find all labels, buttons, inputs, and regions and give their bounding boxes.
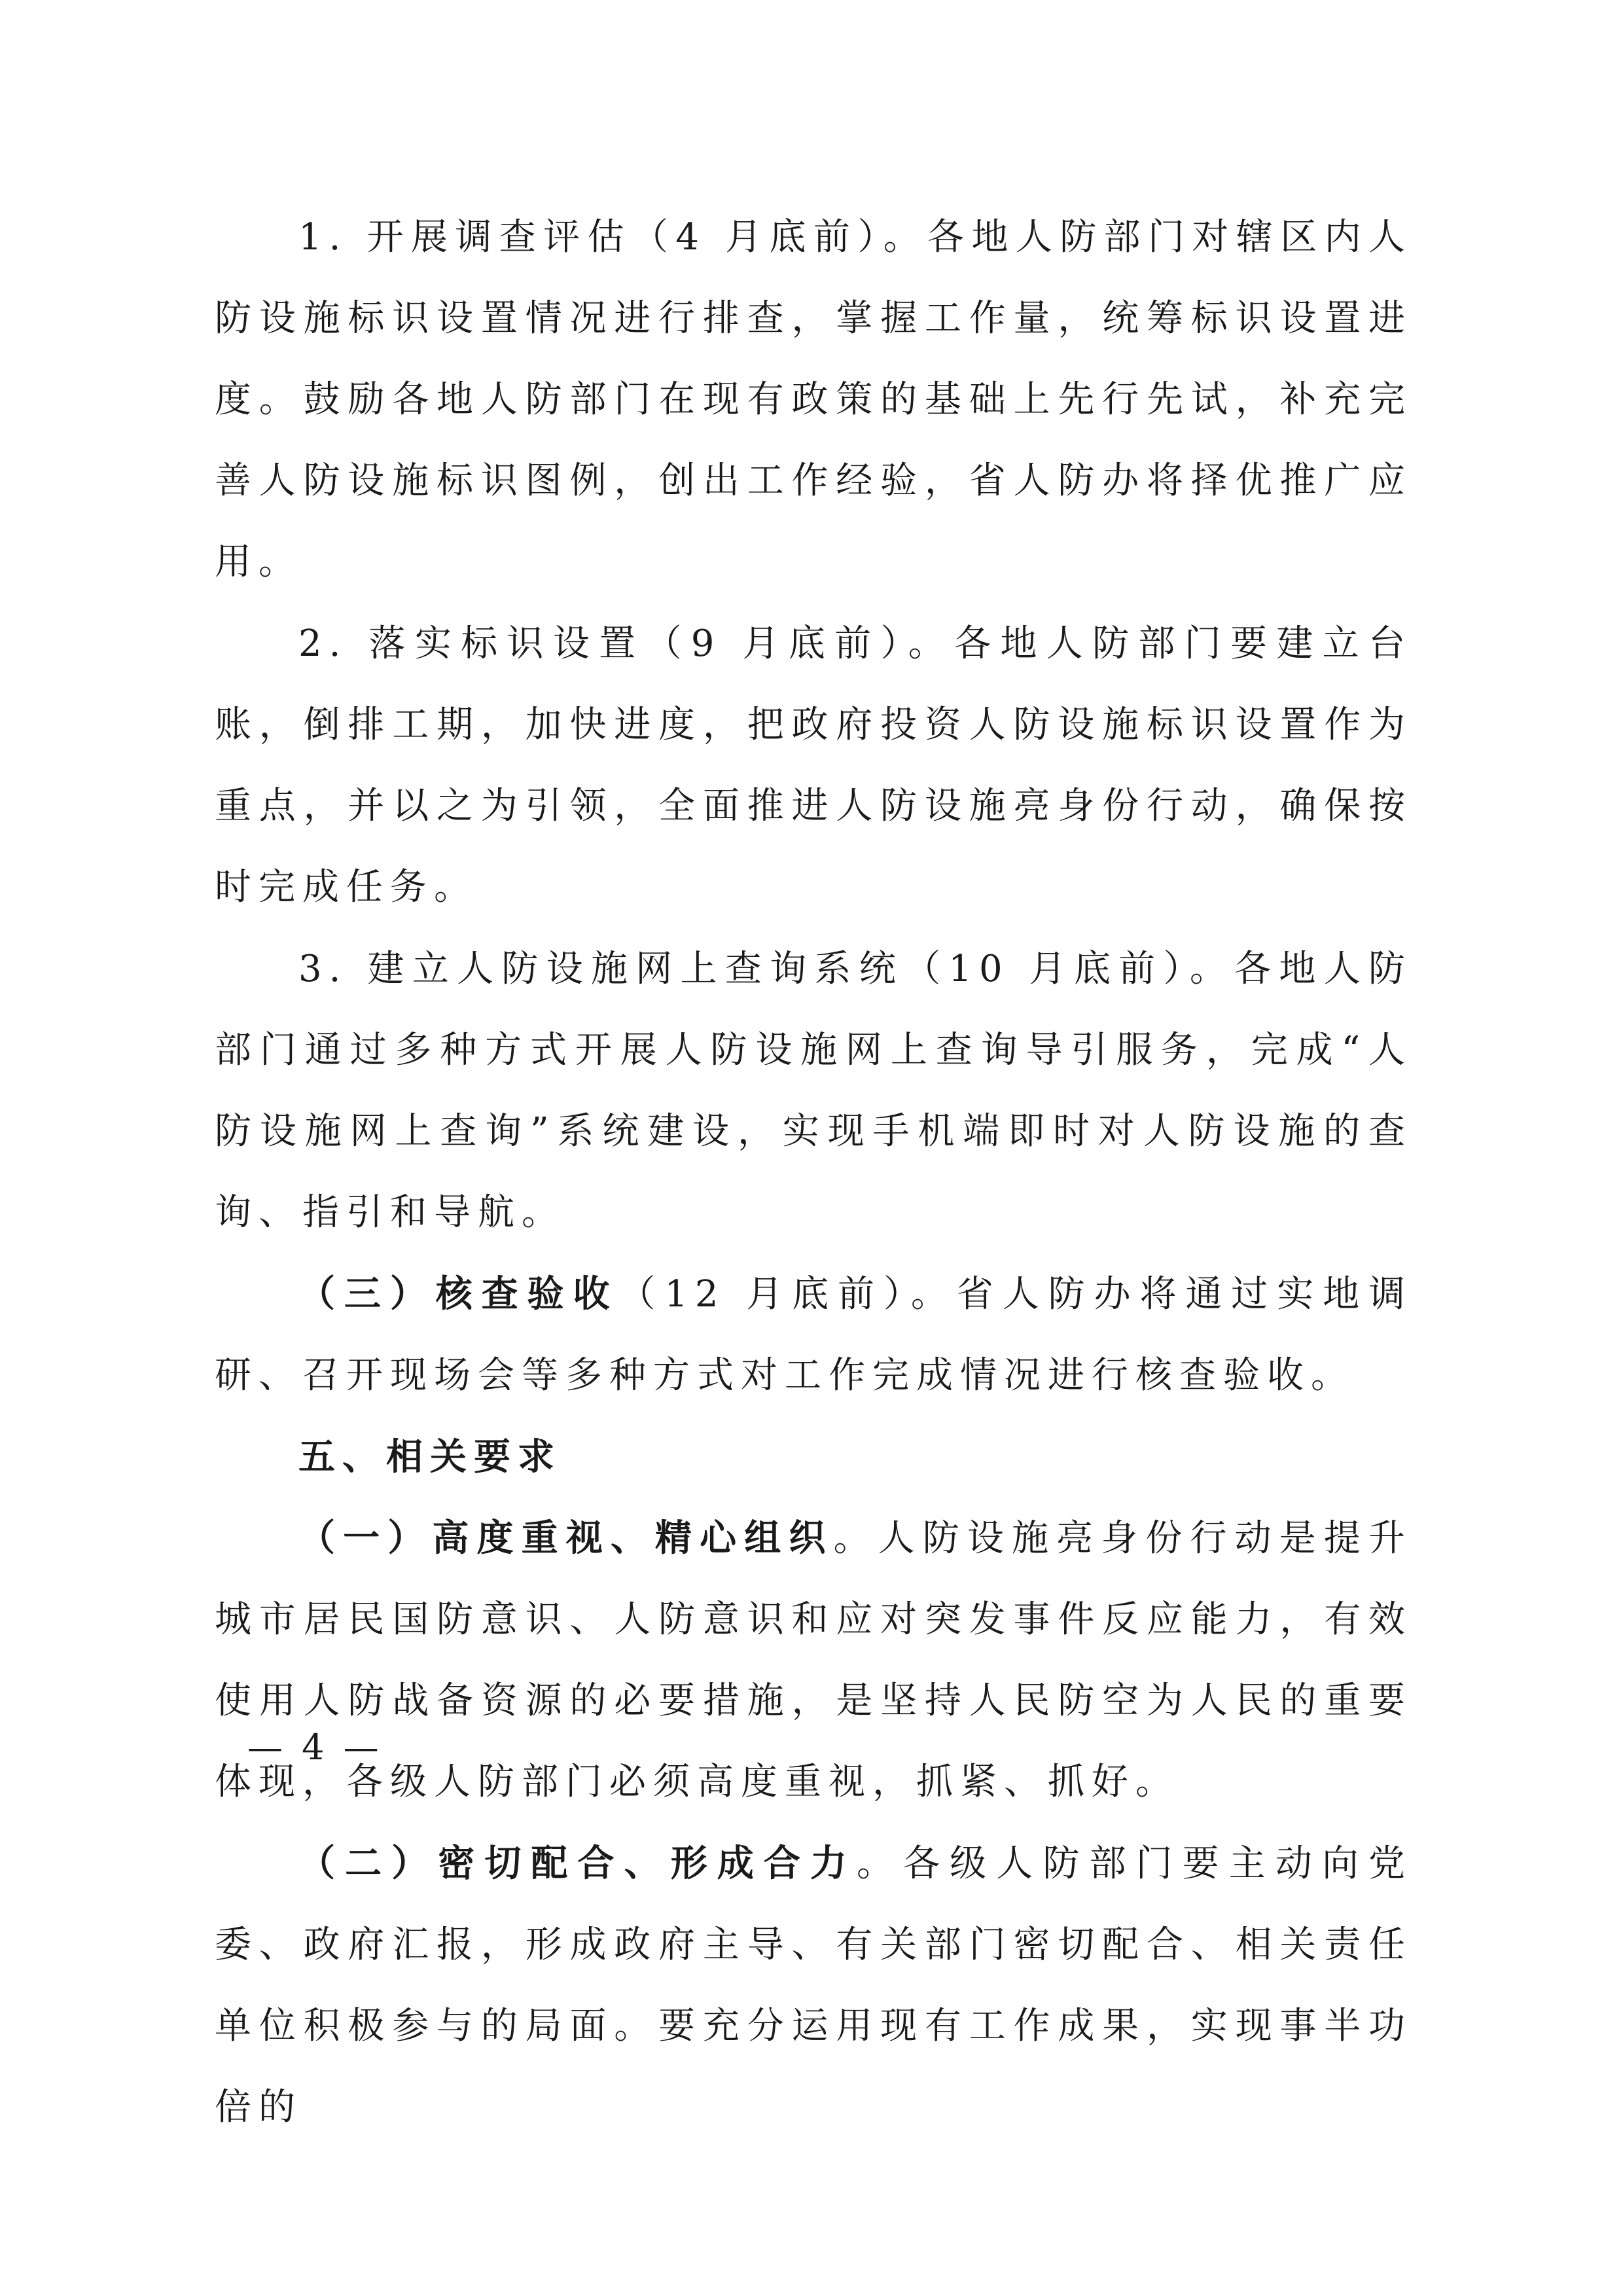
paragraph-sign-installation xyxy=(215,603,1412,928)
paragraph-text: 1. 开展调查评估（4 月底前）。各地人防部门对辖区内人防设施标识设置情况进行排查，掌握工作量，统筹标识设置进度。鼓励各地人防部门在现有政策的基础上先行先试，补充完善人防设施标识图例，创出工作经验，省人防办将择优推广应用。 xyxy=(215,216,1412,583)
paragraph-lead: （二）密切配合、形成合力 xyxy=(298,1842,857,1885)
paragraph-text: 2. 落实标识设置（9 月底前）。各地人防部门要建立台账，倒排工期，加快进度，把政府投资人防设施标识设置作为重点，并以之为引领，全面推进人防设施亮身份行动，确保按时完成任务。 xyxy=(215,622,1412,908)
paragraph-text: 。人防设施亮身份行动是提升城市居民国防意识、人防意识和应对突发事件反应能力，有效使用人防战备资源的必要措施，是坚持人民防空为人民的重要体现，各级人防部门必须高度重视，抓紧、抓好。 xyxy=(215,1517,1412,1803)
section-heading: 五、相关要求 xyxy=(298,1435,562,1479)
document-body xyxy=(215,196,1412,2148)
paragraph-requirement-cooperation xyxy=(215,1823,1412,2148)
paragraph-text: 3. 建立人防设施网上查询系统（10 月底前）。各地人防部门通过多种方式开展人防设施网上查询导引服务，完成“人防设施网上查询”系统建设，实现手机端即时对人防设施的查询、指引和导航。 xyxy=(215,948,1412,1234)
paragraph-text: （12 月底前）。省人防办将通过实地调研、召开现场会等多种方式对工作完成情况进行核查验收。 xyxy=(215,1273,1412,1397)
paragraph-inspection-acceptance xyxy=(215,1253,1412,1416)
page-number: — 4 — xyxy=(247,1727,383,1768)
paragraph-text: 。各级人防部门要主动向党委、政府汇报，形成政府主导、有关部门密切配合、相关责任单位积极参与的局面。要充分运用现有工作成果，实现事半功倍的 xyxy=(215,1842,1413,2128)
paragraph-survey-evaluation xyxy=(215,196,1412,603)
paragraph-lead: （三）核查验收 xyxy=(298,1272,619,1316)
paragraph-online-query-system xyxy=(215,928,1412,1253)
paragraph-lead: （一）高度重视、精心组织 xyxy=(298,1516,834,1560)
paragraph-requirement-attention xyxy=(215,1498,1412,1823)
